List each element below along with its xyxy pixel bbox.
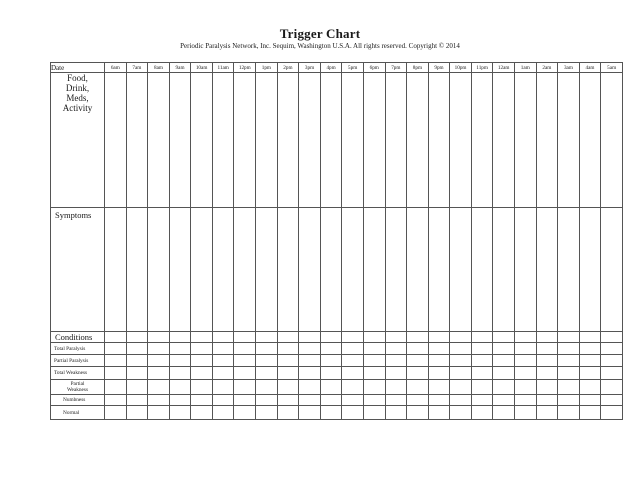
food-cell[interactable] — [320, 73, 342, 208]
time-header: 12am — [493, 63, 515, 73]
time-header: 6pm — [363, 63, 385, 73]
condition-cell[interactable] — [320, 380, 342, 395]
food-cell[interactable] — [428, 73, 450, 208]
time-header: 3am — [558, 63, 580, 73]
condition-cell[interactable] — [601, 355, 623, 367]
time-header: 4am — [579, 63, 601, 73]
food-cell[interactable] — [558, 73, 580, 208]
page-title: Trigger Chart — [279, 26, 361, 41]
condition-cell[interactable] — [148, 367, 170, 380]
food-cell[interactable] — [169, 73, 191, 208]
conditions-cell[interactable] — [342, 332, 364, 343]
conditions-cell[interactable] — [212, 332, 234, 343]
time-header: 11am — [212, 63, 234, 73]
food-cell[interactable] — [471, 73, 493, 208]
condition-cell[interactable] — [450, 380, 472, 395]
condition-cell[interactable] — [363, 367, 385, 380]
condition-label-cell — [51, 380, 105, 395]
condition-cell[interactable] — [234, 380, 256, 395]
condition-cell[interactable] — [471, 395, 493, 406]
condition-cell[interactable] — [579, 380, 601, 395]
condition-cell[interactable] — [385, 406, 407, 420]
time-header: 10am — [191, 63, 213, 73]
condition-label-line: Partial — [70, 381, 85, 387]
condition-cell[interactable] — [493, 355, 515, 367]
condition-cell[interactable] — [169, 406, 191, 420]
symptoms-cell[interactable] — [342, 208, 364, 332]
condition-cell[interactable] — [514, 380, 536, 395]
condition-cell[interactable] — [407, 355, 429, 367]
conditions-cell[interactable] — [579, 332, 601, 343]
food-cell[interactable] — [256, 73, 278, 208]
condition-cell[interactable] — [407, 395, 429, 406]
food-label-line: Activity — [62, 103, 93, 113]
symptoms-cell[interactable] — [558, 208, 580, 332]
condition-cell[interactable] — [256, 406, 278, 420]
date-header: Date — [51, 63, 105, 73]
condition-cell[interactable] — [558, 406, 580, 420]
conditions-cell[interactable] — [493, 332, 515, 343]
conditions-cell[interactable] — [169, 332, 191, 343]
conditions-cell[interactable] — [385, 332, 407, 343]
condition-cell[interactable] — [299, 380, 321, 395]
symptoms-cell[interactable] — [256, 208, 278, 332]
condition-cell[interactable] — [450, 355, 472, 367]
condition-cell[interactable] — [299, 343, 321, 355]
condition-cell[interactable] — [126, 395, 148, 406]
food-row — [51, 73, 623, 208]
time-header-row — [51, 63, 623, 73]
condition-cell[interactable] — [148, 355, 170, 367]
condition-cell[interactable] — [558, 355, 580, 367]
food-cell[interactable] — [536, 73, 558, 208]
symptoms-label: Symptoms — [55, 210, 92, 220]
condition-cell[interactable] — [450, 343, 472, 355]
condition-cell[interactable] — [256, 380, 278, 395]
food-cell[interactable] — [601, 73, 623, 208]
condition-cell[interactable] — [320, 355, 342, 367]
time-header: 12pm — [234, 63, 256, 73]
condition-cell[interactable] — [148, 343, 170, 355]
condition-cell[interactable] — [601, 367, 623, 380]
conditions-row — [51, 332, 623, 343]
food-cell[interactable] — [342, 73, 364, 208]
condition-cell[interactable] — [385, 367, 407, 380]
condition-cell[interactable] — [256, 355, 278, 367]
condition-label: Partial Paralysis — [54, 357, 89, 364]
condition-label-cell — [51, 343, 105, 355]
time-header: 4pm — [320, 63, 342, 73]
symptoms-cell[interactable] — [191, 208, 213, 332]
condition-cell[interactable] — [428, 355, 450, 367]
food-label-line: Food, — [67, 73, 88, 83]
condition-cell[interactable] — [148, 406, 170, 420]
symptoms-cell[interactable] — [514, 208, 536, 332]
condition-cell[interactable] — [342, 395, 364, 406]
condition-cell[interactable] — [514, 395, 536, 406]
time-header: 5pm — [342, 63, 364, 73]
condition-cell[interactable] — [148, 380, 170, 395]
condition-cell[interactable] — [169, 343, 191, 355]
condition-row — [51, 380, 623, 395]
condition-cell[interactable] — [363, 380, 385, 395]
conditions-cell[interactable] — [234, 332, 256, 343]
condition-cell[interactable] — [342, 367, 364, 380]
condition-cell[interactable] — [428, 367, 450, 380]
time-header: 1am — [514, 63, 536, 73]
symptoms-cell[interactable] — [450, 208, 472, 332]
condition-cell[interactable] — [342, 380, 364, 395]
condition-label: Normal — [63, 409, 80, 416]
conditions-label-cell — [51, 332, 105, 343]
condition-cell[interactable] — [320, 406, 342, 420]
condition-label-cell — [51, 367, 105, 380]
condition-cell[interactable] — [320, 343, 342, 355]
time-header: 3pm — [299, 63, 321, 73]
time-header: 11pm — [471, 63, 493, 73]
food-cell[interactable] — [105, 73, 127, 208]
symptoms-row — [51, 208, 623, 332]
condition-cell[interactable] — [126, 380, 148, 395]
condition-cell[interactable] — [191, 406, 213, 420]
symptoms-cell[interactable] — [407, 208, 429, 332]
condition-row — [51, 406, 623, 420]
symptoms-cell[interactable] — [428, 208, 450, 332]
conditions-label: Conditions — [55, 332, 93, 342]
symptoms-cell[interactable] — [601, 208, 623, 332]
condition-cell[interactable] — [450, 367, 472, 380]
condition-cell[interactable] — [105, 406, 127, 420]
condition-cell[interactable] — [536, 380, 558, 395]
condition-cell[interactable] — [579, 406, 601, 420]
food-cell[interactable] — [407, 73, 429, 208]
condition-cell[interactable] — [407, 406, 429, 420]
condition-cell[interactable] — [299, 355, 321, 367]
condition-cell[interactable] — [320, 395, 342, 406]
conditions-cell[interactable] — [450, 332, 472, 343]
symptoms-cell[interactable] — [169, 208, 191, 332]
condition-cell[interactable] — [212, 367, 234, 380]
condition-cell[interactable] — [493, 343, 515, 355]
condition-cell[interactable] — [428, 406, 450, 420]
condition-cell[interactable] — [407, 380, 429, 395]
condition-cell[interactable] — [277, 367, 299, 380]
condition-cell[interactable] — [105, 355, 127, 367]
time-header: 8pm — [407, 63, 429, 73]
condition-cell[interactable] — [558, 380, 580, 395]
condition-cell[interactable] — [277, 380, 299, 395]
food-cell[interactable] — [363, 73, 385, 208]
conditions-cell[interactable] — [277, 332, 299, 343]
condition-cell[interactable] — [558, 395, 580, 406]
symptoms-cell[interactable] — [234, 208, 256, 332]
condition-cell[interactable] — [363, 343, 385, 355]
condition-row — [51, 395, 623, 406]
condition-cell[interactable] — [169, 380, 191, 395]
condition-cell[interactable] — [234, 355, 256, 367]
condition-cell[interactable] — [428, 343, 450, 355]
condition-cell[interactable] — [579, 367, 601, 380]
food-cell[interactable] — [212, 73, 234, 208]
symptoms-label-cell — [51, 208, 105, 332]
conditions-cell[interactable] — [126, 332, 148, 343]
conditions-cell[interactable] — [558, 332, 580, 343]
condition-cell[interactable] — [148, 395, 170, 406]
condition-cell[interactable] — [256, 367, 278, 380]
food-cell[interactable] — [493, 73, 515, 208]
time-header: 2am — [536, 63, 558, 73]
food-cell[interactable] — [579, 73, 601, 208]
food-cell[interactable] — [450, 73, 472, 208]
condition-cell[interactable] — [105, 343, 127, 355]
condition-cell[interactable] — [363, 395, 385, 406]
symptoms-cell[interactable] — [299, 208, 321, 332]
condition-cell[interactable] — [212, 380, 234, 395]
condition-cell[interactable] — [191, 343, 213, 355]
food-label-line: Meds, — [66, 93, 89, 103]
condition-cell[interactable] — [126, 355, 148, 367]
condition-cell[interactable] — [385, 380, 407, 395]
condition-cell[interactable] — [471, 367, 493, 380]
food-cell[interactable] — [385, 73, 407, 208]
condition-cell[interactable] — [471, 406, 493, 420]
condition-cell[interactable] — [471, 380, 493, 395]
food-label-line: Drink, — [65, 83, 90, 93]
time-header: 2pm — [277, 63, 299, 73]
symptoms-cell[interactable] — [277, 208, 299, 332]
condition-cell[interactable] — [493, 367, 515, 380]
conditions-cell[interactable] — [299, 332, 321, 343]
condition-cell[interactable] — [471, 343, 493, 355]
symptoms-cell[interactable] — [105, 208, 127, 332]
food-cell[interactable] — [299, 73, 321, 208]
time-header: 9pm — [428, 63, 450, 73]
condition-cell[interactable] — [601, 406, 623, 420]
condition-cell[interactable] — [579, 343, 601, 355]
condition-cell[interactable] — [536, 395, 558, 406]
condition-cell[interactable] — [299, 395, 321, 406]
condition-cell[interactable] — [493, 380, 515, 395]
condition-row — [51, 355, 623, 367]
time-header: 8am — [148, 63, 170, 73]
condition-cell[interactable] — [385, 343, 407, 355]
condition-cell[interactable] — [450, 395, 472, 406]
condition-cell[interactable] — [385, 395, 407, 406]
condition-cell[interactable] — [191, 355, 213, 367]
time-header: 9am — [169, 63, 191, 73]
condition-cell[interactable] — [126, 367, 148, 380]
conditions-cell[interactable] — [191, 332, 213, 343]
condition-cell[interactable] — [514, 355, 536, 367]
condition-cell[interactable] — [320, 367, 342, 380]
conditions-cell[interactable] — [105, 332, 127, 343]
condition-cell[interactable] — [601, 343, 623, 355]
symptoms-cell[interactable] — [148, 208, 170, 332]
condition-cell[interactable] — [428, 395, 450, 406]
conditions-cell[interactable] — [601, 332, 623, 343]
time-header: 7pm — [385, 63, 407, 73]
conditions-cell[interactable] — [428, 332, 450, 343]
symptoms-cell[interactable] — [493, 208, 515, 332]
symptoms-cell[interactable] — [363, 208, 385, 332]
condition-cell[interactable] — [169, 355, 191, 367]
condition-cell[interactable] — [342, 343, 364, 355]
condition-label-cell — [51, 355, 105, 367]
condition-cell[interactable] — [299, 367, 321, 380]
condition-row — [51, 367, 623, 380]
time-header: 6am — [105, 63, 127, 73]
condition-cell[interactable] — [191, 380, 213, 395]
condition-cell[interactable] — [450, 406, 472, 420]
condition-cell[interactable] — [558, 367, 580, 380]
condition-label: Total Paralysis — [54, 345, 86, 352]
conditions-cell[interactable] — [514, 332, 536, 343]
time-header: 10pm — [450, 63, 472, 73]
food-cell[interactable] — [277, 73, 299, 208]
condition-row — [51, 343, 623, 355]
condition-cell[interactable] — [514, 367, 536, 380]
food-cell[interactable] — [191, 73, 213, 208]
condition-cell[interactable] — [277, 355, 299, 367]
condition-cell[interactable] — [256, 395, 278, 406]
condition-cell[interactable] — [169, 395, 191, 406]
conditions-cell[interactable] — [148, 332, 170, 343]
food-cell[interactable] — [126, 73, 148, 208]
condition-cell[interactable] — [601, 395, 623, 406]
time-header: 1pm — [256, 63, 278, 73]
symptoms-cell[interactable] — [320, 208, 342, 332]
conditions-cell[interactable] — [256, 332, 278, 343]
condition-cell[interactable] — [277, 343, 299, 355]
condition-cell[interactable] — [299, 406, 321, 420]
trigger-chart-table — [50, 62, 623, 420]
condition-cell[interactable] — [212, 343, 234, 355]
condition-cell[interactable] — [191, 395, 213, 406]
condition-cell[interactable] — [514, 406, 536, 420]
time-header: 5am — [601, 63, 623, 73]
condition-label-line: Weakness — [66, 387, 89, 393]
condition-cell[interactable] — [536, 406, 558, 420]
food-cell[interactable] — [234, 73, 256, 208]
condition-cell[interactable] — [579, 355, 601, 367]
condition-cell[interactable] — [212, 355, 234, 367]
condition-label-cell — [51, 395, 105, 406]
condition-cell[interactable] — [601, 380, 623, 395]
food-cell[interactable] — [514, 73, 536, 208]
condition-cell[interactable] — [126, 343, 148, 355]
symptoms-cell[interactable] — [385, 208, 407, 332]
symptoms-cell[interactable] — [126, 208, 148, 332]
conditions-cell[interactable] — [407, 332, 429, 343]
condition-cell[interactable] — [126, 406, 148, 420]
condition-cell[interactable] — [169, 367, 191, 380]
condition-cell[interactable] — [407, 343, 429, 355]
condition-cell[interactable] — [342, 355, 364, 367]
condition-cell[interactable] — [363, 406, 385, 420]
condition-cell[interactable] — [471, 355, 493, 367]
condition-cell[interactable] — [256, 343, 278, 355]
symptoms-cell[interactable] — [579, 208, 601, 332]
condition-cell[interactable] — [277, 395, 299, 406]
condition-cell[interactable] — [385, 355, 407, 367]
condition-cell[interactable] — [493, 395, 515, 406]
condition-cell[interactable] — [105, 395, 127, 406]
condition-cell[interactable] — [212, 395, 234, 406]
food-cell[interactable] — [148, 73, 170, 208]
condition-cell[interactable] — [407, 367, 429, 380]
symptoms-cell[interactable] — [212, 208, 234, 332]
condition-cell[interactable] — [234, 406, 256, 420]
conditions-cell[interactable] — [320, 332, 342, 343]
condition-cell[interactable] — [234, 395, 256, 406]
condition-cell[interactable] — [105, 380, 127, 395]
condition-label: Numbness — [63, 397, 86, 403]
condition-cell[interactable] — [536, 343, 558, 355]
food-drink-meds-activity-label — [51, 73, 105, 208]
condition-cell[interactable] — [558, 343, 580, 355]
conditions-cell[interactable] — [536, 332, 558, 343]
condition-cell[interactable] — [212, 406, 234, 420]
symptoms-cell[interactable] — [471, 208, 493, 332]
condition-cell[interactable] — [234, 343, 256, 355]
condition-cell[interactable] — [514, 343, 536, 355]
condition-cell[interactable] — [493, 406, 515, 420]
condition-cell[interactable] — [342, 406, 364, 420]
condition-cell[interactable] — [363, 355, 385, 367]
condition-cell[interactable] — [105, 367, 127, 380]
conditions-cell[interactable] — [471, 332, 493, 343]
copyright-subtitle: Periodic Paralysis Network, Inc. Sequim, Washington U.S.A. All rights reserved. Copyright © 2014 — [180, 42, 460, 50]
condition-cell[interactable] — [428, 380, 450, 395]
conditions-cell[interactable] — [363, 332, 385, 343]
condition-label: Total Weakness — [54, 370, 88, 376]
condition-cell[interactable] — [536, 355, 558, 367]
condition-cell[interactable] — [234, 367, 256, 380]
symptoms-cell[interactable] — [536, 208, 558, 332]
time-header: 7am — [126, 63, 148, 73]
condition-cell[interactable] — [277, 406, 299, 420]
condition-cell[interactable] — [579, 395, 601, 406]
condition-cell[interactable] — [536, 367, 558, 380]
condition-label-cell — [51, 406, 105, 420]
condition-cell[interactable] — [191, 367, 213, 380]
